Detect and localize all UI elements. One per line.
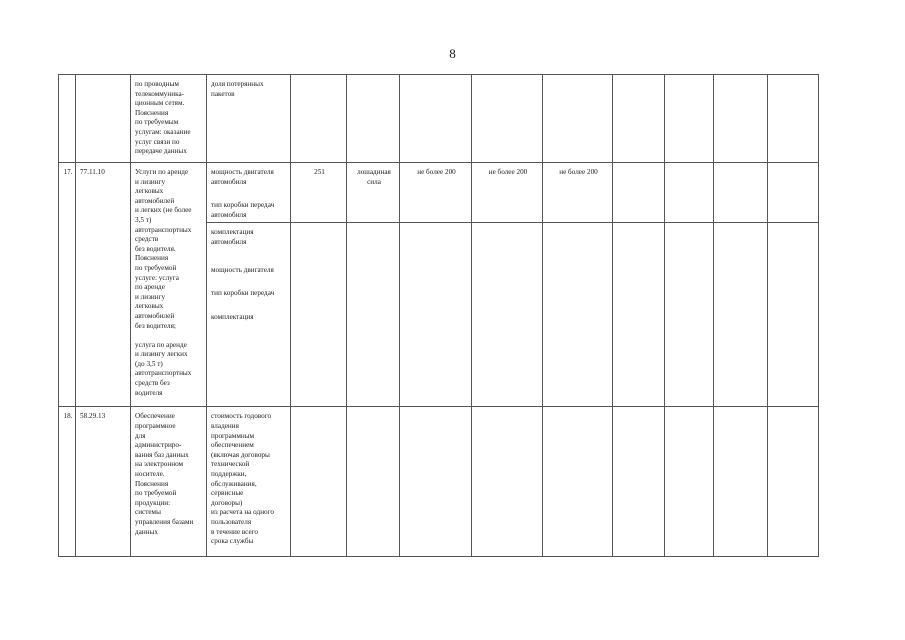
- unit-name: [347, 163, 400, 223]
- okpd-code: 58.29.13: [76, 407, 131, 557]
- cell-value: [543, 407, 613, 557]
- item-name: по проводным телекоммуника- ционным сетям. Пояснения по требуемым услугам: оказание услуг связи по передаче данных: [135, 80, 191, 156]
- cell-unit: [347, 75, 400, 163]
- cell-value: [714, 75, 768, 163]
- cell-value: [665, 163, 714, 223]
- cell-name: [131, 163, 207, 407]
- cell-okei-code: [291, 223, 347, 407]
- characteristic-text: тип коробки передач: [211, 289, 275, 298]
- cell-value: [714, 223, 768, 407]
- cell-value: [400, 223, 472, 407]
- item-name: Услуги по аренде и лизингу легковых автомобилей и легких (не более 3,5 т) автотранспортных средств без водителя. Пояснения по требуемой услуге: услуга по аренде и лизингу легковых автомобилей без водителя; услуга по аренде и лизингу легких (до 3,5 т) автотранспортных средств без водителя: [135, 168, 192, 397]
- cell-value: [472, 407, 543, 557]
- unit-text: лошадиная сила: [357, 168, 391, 186]
- cell-value: [665, 75, 714, 163]
- cell-characteristic: [207, 75, 291, 163]
- value-cell: не более 200: [543, 163, 613, 223]
- item-name: Обеспечение программное для администриро- вания баз данных на электронном носителе. Пояснения по требуемой продукции: системы управления базами данных: [135, 412, 194, 536]
- table-row-continuation: [59, 75, 819, 163]
- table-row-17: [59, 163, 819, 223]
- characteristic-text: мощность двигателя: [211, 265, 274, 274]
- cell-value: [665, 407, 714, 557]
- cell-value: [613, 163, 665, 223]
- cell-okei-code: [291, 75, 347, 163]
- cell-value: [613, 75, 665, 163]
- cell-value: [400, 407, 472, 557]
- cell-okei-code: [291, 407, 347, 557]
- characteristic-text: стоимость годового владения программным обеспечением (включая договоры технической поддержки, обслуживания, сервисные договоры) из расчета на одного пользователя в течение всего срока службы: [211, 412, 275, 546]
- cell-value: [714, 163, 768, 223]
- cell-value: [665, 223, 714, 407]
- row-number: 18.: [59, 407, 76, 557]
- characteristic-text: комплектация автомобиля: [211, 228, 254, 246]
- cell-name: [131, 75, 207, 163]
- cell-value: [543, 75, 613, 163]
- cell-characteristic: [207, 223, 291, 407]
- cell-value: [768, 407, 819, 557]
- cell-name: [131, 407, 207, 557]
- cell-num: [59, 75, 76, 163]
- cell-value: [768, 163, 819, 223]
- cell-value: [472, 223, 543, 407]
- row-number: 17.: [59, 163, 76, 407]
- cell-value: [714, 407, 768, 557]
- cell-code: [76, 75, 131, 163]
- cell-value: [613, 407, 665, 557]
- value-cell: не более 200: [400, 163, 472, 223]
- okpd-code: 77.11.10: [76, 163, 131, 407]
- cell-characteristic: [207, 163, 291, 223]
- characteristic-text: комплектация: [211, 312, 254, 321]
- characteristic-text: тип коробки передач автомобиля: [211, 201, 275, 219]
- cell-value: [543, 223, 613, 407]
- characteristic-text: доля потерянных пакетов: [211, 80, 264, 98]
- cell-unit: [347, 407, 400, 557]
- cell-value: [768, 75, 819, 163]
- cell-characteristic: [207, 407, 291, 557]
- value-cell: не более 200: [472, 163, 543, 223]
- cell-value: [472, 75, 543, 163]
- okei-code: 251: [291, 163, 347, 223]
- cell-unit: [347, 223, 400, 407]
- cell-value: [613, 223, 665, 407]
- cell-value: [400, 75, 472, 163]
- requirements-table: [58, 74, 819, 557]
- page-number: 8: [449, 46, 456, 61]
- characteristic-text: мощность двигателя автомобиля: [211, 168, 274, 186]
- table-row-18: [59, 407, 819, 557]
- cell-value: [768, 223, 819, 407]
